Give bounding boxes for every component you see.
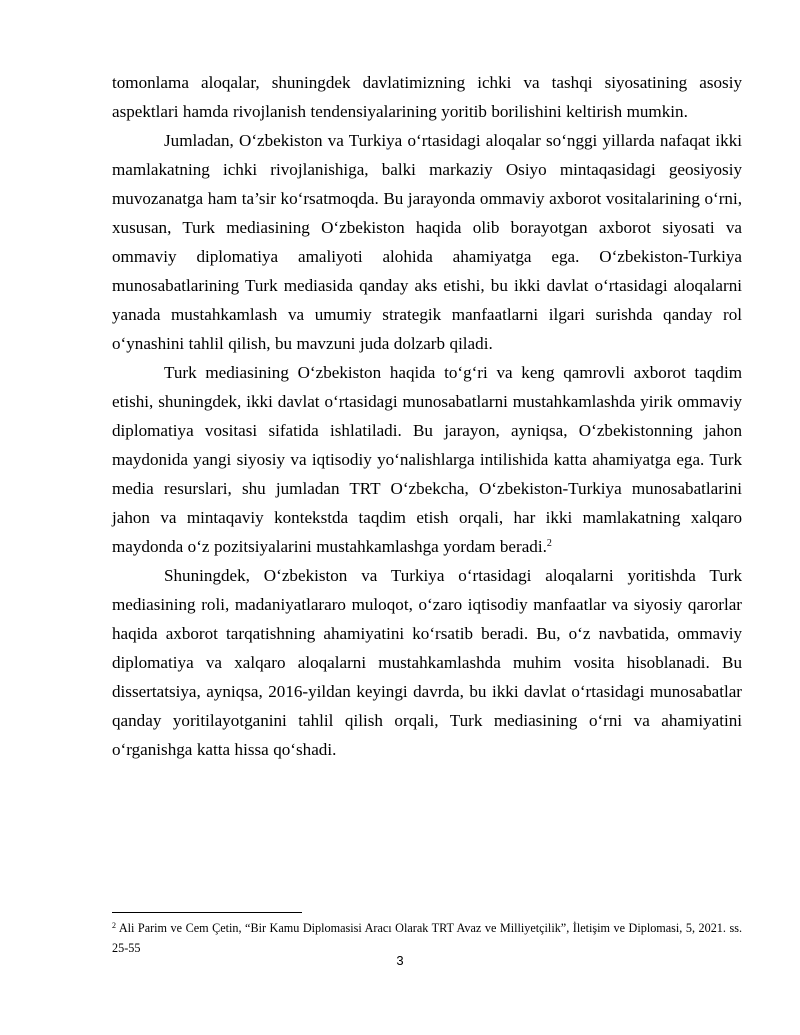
paragraph-text: Shuningdek, O‘zbekiston va Turkiya o‘rtasidagi aloqalarni yoritishda Turk mediasining roli, madaniyatlararo muloqot, o‘zaro iqtisodiy manfaatlar va siyosiy qarorlar haqida axborot tarqatishning ahamiyatini ko‘rsatib beradi. Bu, o‘z navbatida, ommaviy diplomatiya va xalqaro aloqalarni mustahkamlashda muhim vosita hisoblanadi. Bu dissertatsiya, ayniqsa, 2016-yildan keyingi davrda, bu ikki davlat o‘rtasidagi munosabatlar qanday yoritilayotganini tahlil qilish orqali, Turk mediasining o‘rni va ahamiyatini o‘rganishga katta hissa qo‘shadi. (112, 566, 742, 759)
footnote (112, 918, 742, 958)
paragraph-dissertation-contribution (112, 561, 742, 764)
page-number: 3 (396, 953, 404, 968)
footnote-text: Ali Parim ve Cem Çetin, “Bir Kamu Diplomasisi Aracı Olarak TRT Avaz ve Milliyetçilik”, İletişim ve Diplomasi, 5, 2021. ss. 25-55 (112, 921, 742, 955)
paragraph-text: Jumladan, O‘zbekiston va Turkiya o‘rtasidagi aloqalar so‘nggi yillarda nafaqat ikki mamlakatning ichki rivojlanishiga, balki markaziy Osiyo mintaqasidagi geosiyosiy muvozanatga ham ta’sir ko‘rsatmoqda. Bu jarayonda ommaviy axborot vositalarining o‘rni, xususan, Turk mediasining O‘zbekiston haqida olib borayotgan axborot siyosati va ommaviy diplomatiya amaliyoti alohida ahamiyatga ega. O‘zbekiston-Turkiya munosabatlarining Turk mediasida qanday aks etishi, bu ikki davlat o‘rtasidagi aloqalarni yanada mustahkamlash va umumiy strategik manfaatlarni ilgari surishda qanday rol o‘ynashini tahlil qilish, bu mavzuni juda dolzarb qiladi. (112, 131, 742, 353)
footnote-reference[interactable]: 2 (546, 538, 552, 549)
body-text (112, 68, 742, 764)
paragraph-turkish-media-role (112, 358, 742, 561)
paragraph-relations-context (112, 126, 742, 358)
footnote-separator (112, 912, 302, 913)
paragraph-continuation (112, 68, 742, 126)
paragraph-text: Turk mediasining O‘zbekiston haqida to‘g‘ri va keng qamrovli axborot taqdim etishi, shuningdek, ikki davlat o‘rtasidagi munosabatlarni mustahkamlashda yirik ommaviy diplomatiya vositasi sifatida ishlatiladi. Bu jarayon, ayniqsa, O‘zbekistonning jahon maydonida yangi siyosiy va iqtisodiy yo‘nalishlarga intilishida katta ahamiyatga ega. Turk media resurslari, shu jumladan TRT O‘zbekcha, O‘zbekiston-Turkiya munosabatlarini jahon va mintaqaviy kontekstda taqdim etish orqali, har ikki mamlakatning xalqaro maydonda o‘z pozitsiyalarini mustahkamlashga yordam beradi. (112, 363, 742, 556)
footnote-marker: 2 (112, 921, 116, 930)
paragraph-text: tomonlama aloqalar, shuningdek davlatimizning ichki va tashqi siyosatining asosiy aspektlari hamda rivojlanish tendensiyalarining yoritib borilishini keltirish mumkin. (112, 73, 742, 121)
